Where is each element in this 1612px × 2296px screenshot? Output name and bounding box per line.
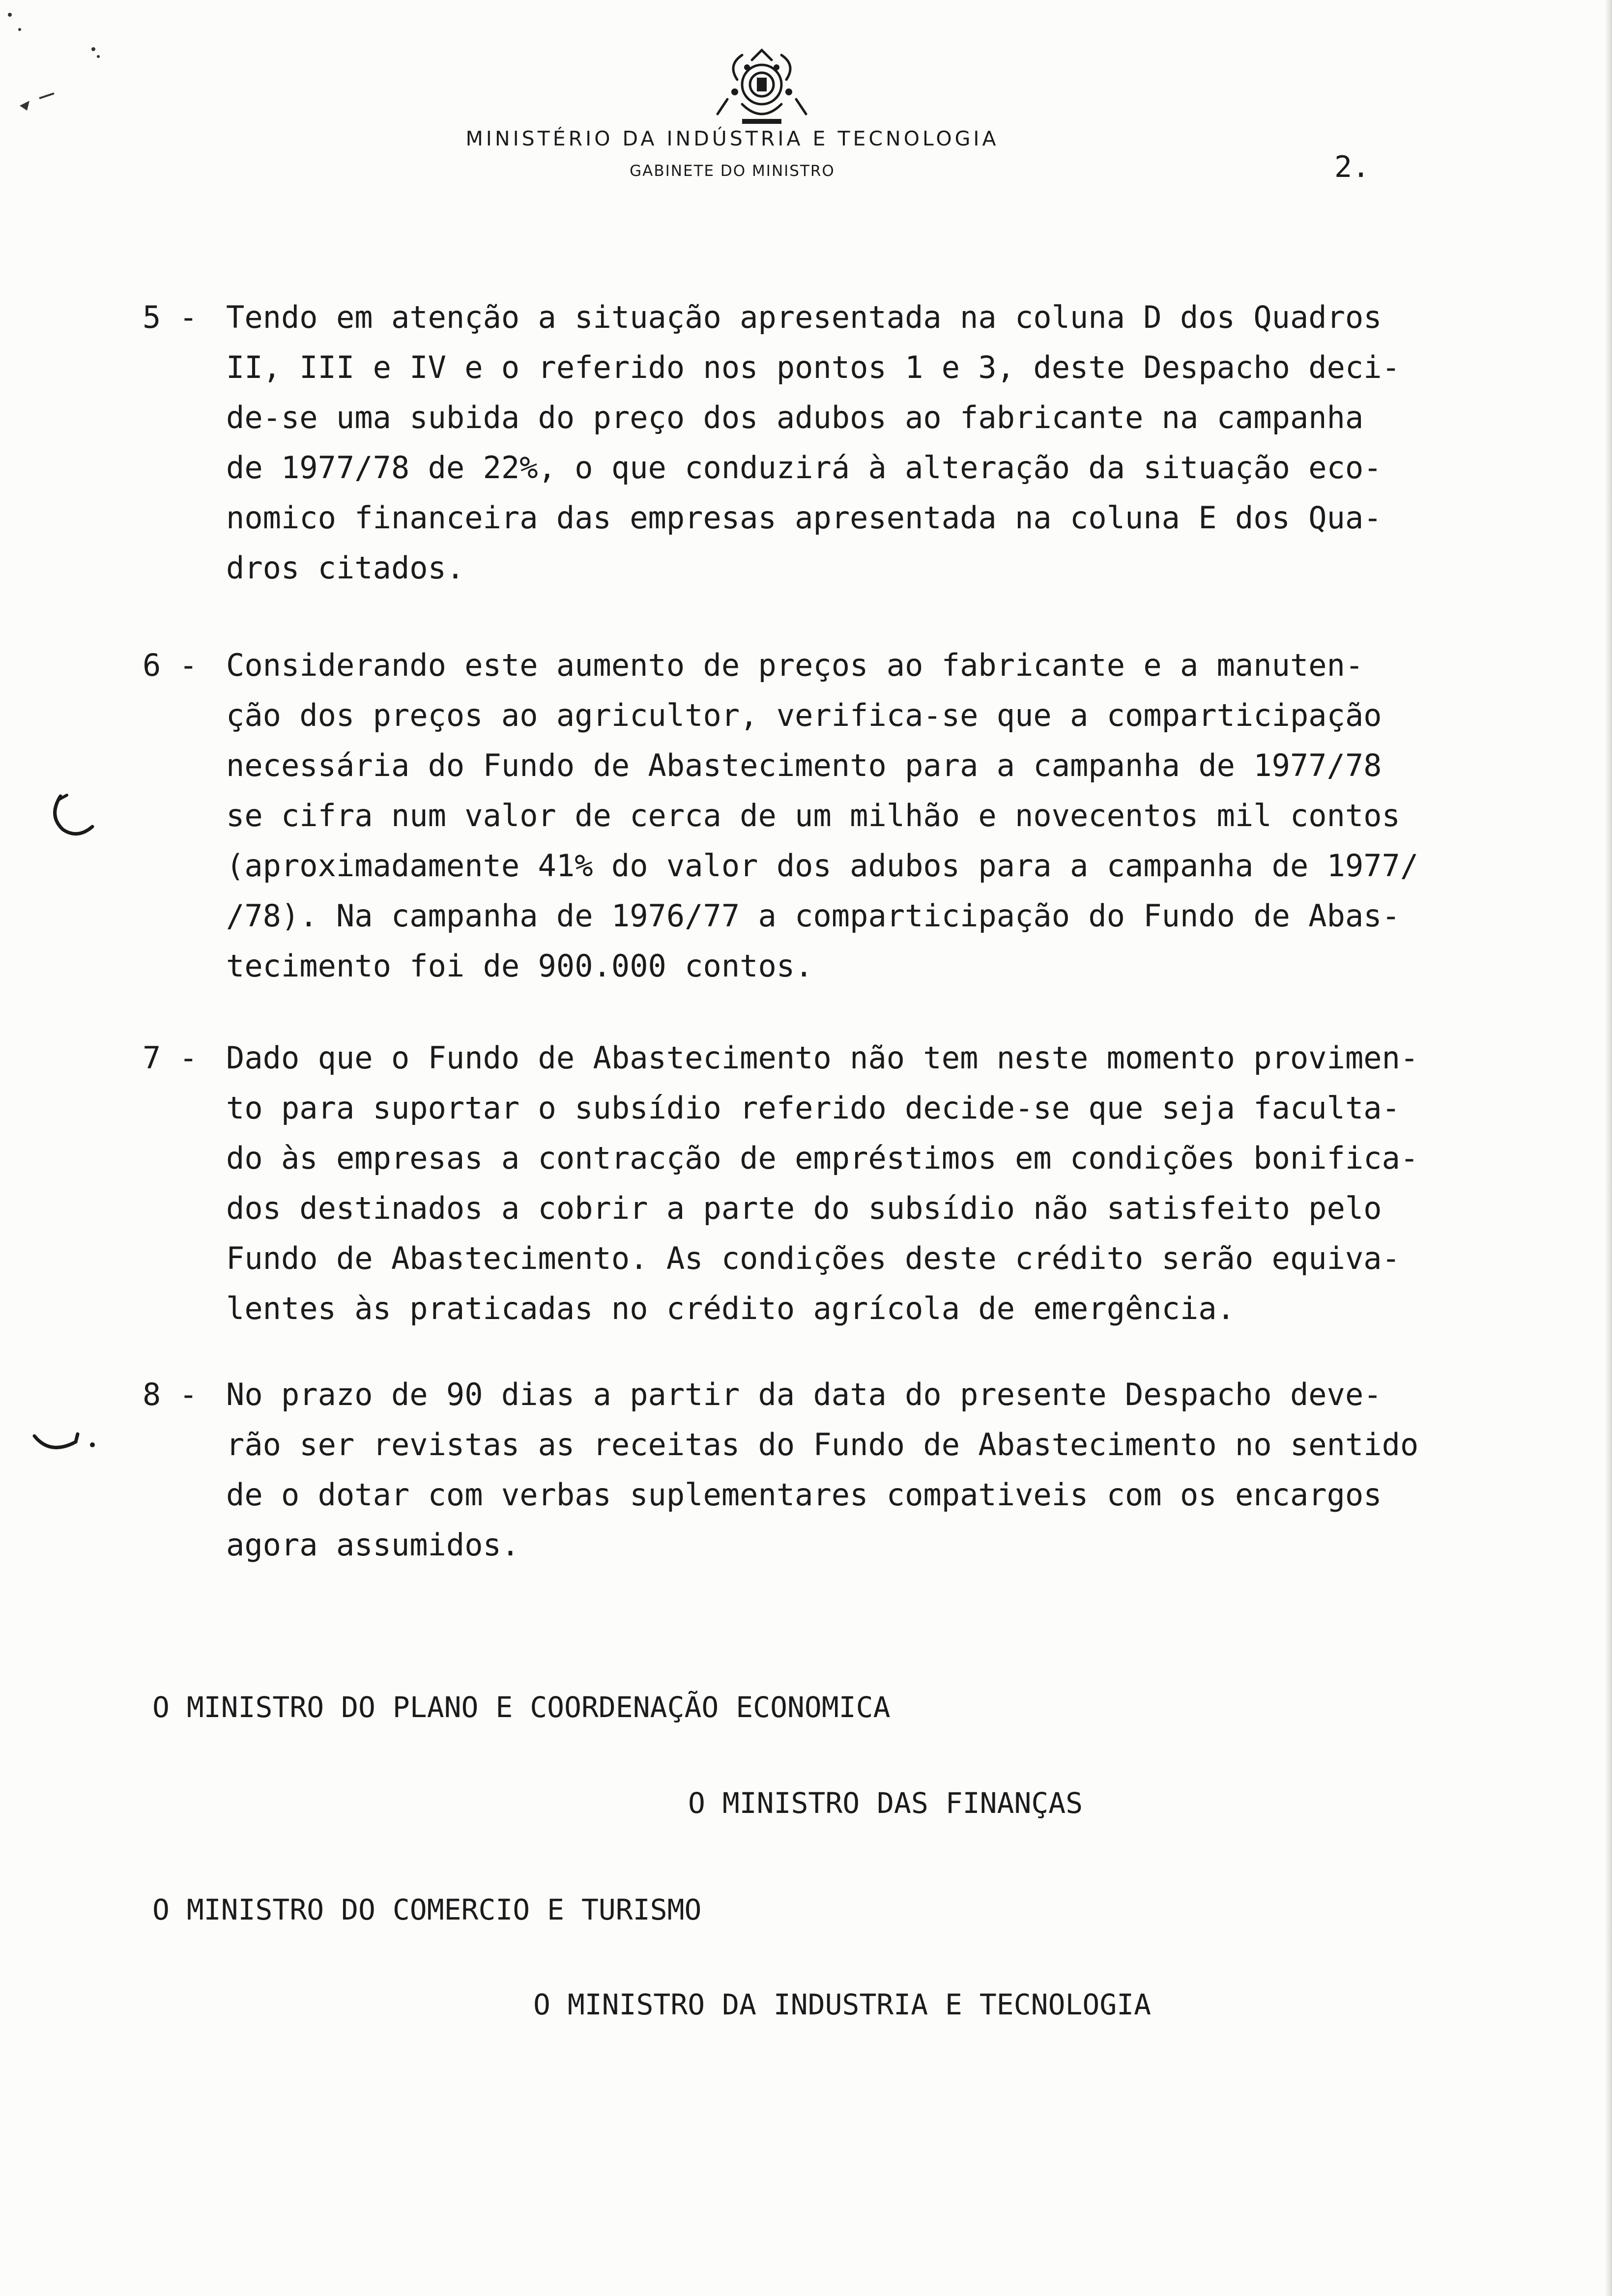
paragraph-text: Dado que o Fundo de Abastecimento não tem neste momento provimen- to para suportar o subsídio referido decide-se que seja faculta- do às empresas a contracção de empréstimos em condições bonifica- dos destinados a cobrir a parte do subsídio não satisfeito pelo Fundo de Abastecimento. As condições deste crédito serão equiva- lentes às praticadas no crédito agrícola de emergência.	[226, 1040, 1419, 1326]
signature-line-plan-minister: O MINISTRO DO PLANO E COORDENAÇÃO ECONOMICA	[152, 1691, 891, 1724]
cabinet-subtitle: GABINETE DO MINISTRO	[630, 162, 835, 180]
paragraph-number: 5 -	[143, 299, 198, 335]
coat-of-arms-icon	[708, 45, 816, 129]
paragraph-text: Considerando este aumento de preços ao fabricante e a manuten- ção dos preços ao agricultor, verifica-se que a comparticipação necessária do Fundo de Abastecimento para a campanha de 1977/78 se cifra num valor de cerca de um milhão e novecentos mil contos (aproximadamente 41% do valor dos adubos para a campanha de 1977/ /78). Na campanha de 1976/77 a comparticipação do Fundo de Abas- tecimento foi de 900.000 contos.	[226, 647, 1419, 984]
paragraph-number: 6 -	[143, 647, 198, 683]
scan-artifact	[0, 0, 128, 128]
signature-line-industry-minister: O MINISTRO DA INDUSTRIA E TECNOLOGIA	[533, 1988, 1151, 2021]
ministry-title: MINISTÉRIO DA INDÚSTRIA E TECNOLOGIA	[465, 127, 999, 150]
page-edge-shadow	[1605, 0, 1612, 2296]
signature-line-commerce-minister: O MINISTRO DO COMERCIO E TURISMO	[152, 1893, 702, 1926]
paragraph-number: 7 -	[143, 1040, 198, 1076]
paragraph-text: No prazo de 90 dias a partir da data do presente Despacho deve- rão ser revistas as receitas do Fundo de Abastecimento no sentido de o dotar com verbas suplementares compativeis com os encargos agora assumidos.	[226, 1377, 1419, 1563]
paragraph-6	[143, 640, 1519, 991]
paragraph-5	[143, 292, 1519, 593]
signature-line-finance-minister: O MINISTRO DAS FINANÇAS	[688, 1786, 1083, 1820]
paragraph-8	[143, 1370, 1519, 1570]
paragraph-number: 8 -	[143, 1377, 198, 1412]
paragraph-text: Tendo em atenção a situação apresentada na coluna D dos Quadros II, III e IV e o referido nos pontos 1 e 3, deste Despacho deci- de-se uma subida do preço dos adubos ao fabricante na campanha de 1977/78 de 22%, o que conduzirá à alteração da situação eco- nomico financeira das empresas apresentada na coluna E dos Qua- dros citados.	[226, 299, 1400, 586]
punch-hole-mark-icon	[43, 786, 102, 845]
punch-hole-mark-icon	[30, 1425, 104, 1464]
page-number: 2.	[1334, 150, 1370, 184]
paragraph-7	[143, 1033, 1519, 1334]
